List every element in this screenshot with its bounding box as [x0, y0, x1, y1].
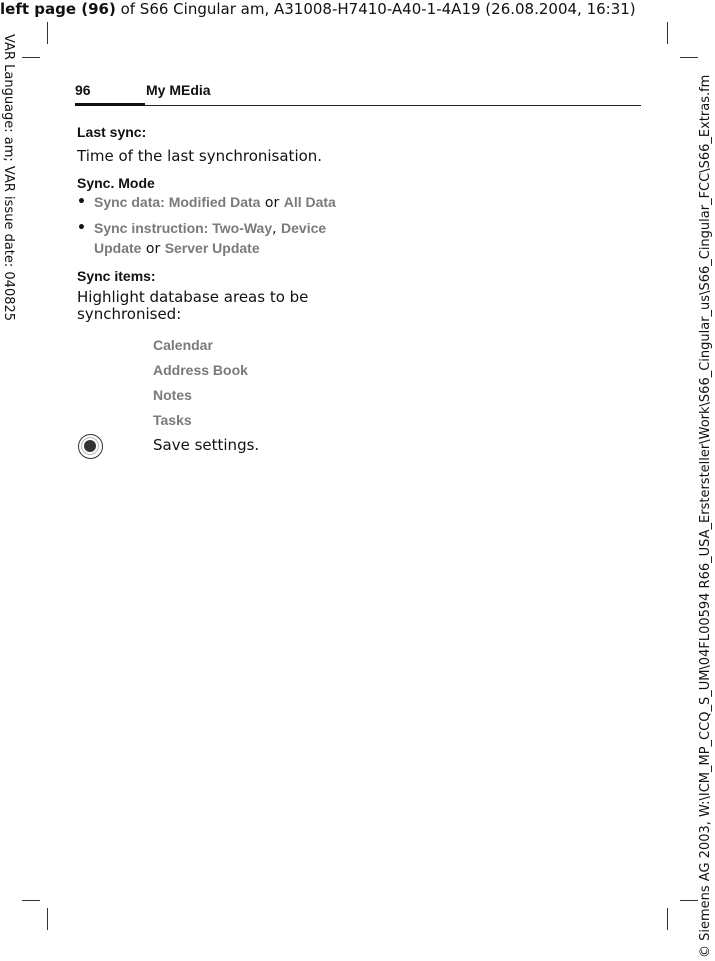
- running-head: [75, 80, 641, 108]
- comma-text: ,: [272, 221, 282, 237]
- joystick-center-icon: [78, 434, 103, 459]
- sync-items-text-1: Highlight database areas to be: [77, 288, 309, 306]
- margin-left-text: VAR Language: am; VAR issue date: 040825: [1, 34, 16, 322]
- item-notes: Notes: [153, 387, 192, 403]
- menu-sync-data: Sync data: Modified Data: [94, 194, 261, 210]
- page-number: 96: [75, 82, 91, 98]
- print-header-page: left page (96): [0, 0, 116, 18]
- menu-all-data: All Data: [283, 194, 336, 210]
- or-text: or: [260, 195, 284, 211]
- header-rule-accent: [75, 103, 145, 106]
- margin-left-note: [0, 30, 16, 650]
- crop-mark: [667, 22, 668, 44]
- item-calendar: Calendar: [153, 337, 213, 353]
- sync-items-text-2: synchronised:: [77, 305, 182, 323]
- last-sync-heading: Last sync:: [77, 124, 147, 140]
- sync-items-heading: Sync items:: [77, 268, 156, 284]
- header-rule: [75, 105, 641, 106]
- page-content: [77, 122, 377, 324]
- crop-mark: [22, 900, 40, 901]
- crop-mark: [680, 57, 698, 58]
- crop-mark: [47, 908, 48, 930]
- last-sync-text: Time of the last synchronisation.: [77, 147, 323, 165]
- sync-mode-bullet-1: [77, 193, 377, 213]
- menu-sync-instruction: Sync instruction: Two-Way: [94, 220, 273, 236]
- menu-update: Update: [94, 240, 142, 256]
- save-settings-text: Save settings.: [153, 436, 260, 454]
- item-address-book: Address Book: [153, 362, 248, 378]
- sync-mode-heading: Sync. Mode: [77, 175, 155, 191]
- chapter-title: My MEdia: [146, 82, 211, 98]
- menu-server-update: Server Update: [164, 240, 260, 256]
- crop-mark: [667, 908, 668, 930]
- menu-device: Device: [281, 220, 327, 236]
- margin-right-text: © Siemens AG 2003, W:\ICM_MP_CCQ_S_UM\04FL00594 R66_USA_Erstersteller\Work\S66_Cingular_us\S66_Cingular_FCC\S66_Extras.fm: [698, 74, 713, 958]
- item-tasks: Tasks: [153, 412, 192, 428]
- or-text-2: or: [141, 241, 165, 257]
- crop-mark: [47, 22, 48, 44]
- crop-mark: [22, 57, 40, 58]
- save-settings-row: [77, 433, 377, 459]
- margin-right-note: [695, 74, 715, 960]
- sync-items-list: [153, 337, 248, 437]
- print-header: [0, 0, 715, 18]
- sync-mode-bullet-2: [77, 219, 377, 259]
- print-header-info: of S66 Cingular am, A31008-H7410-A40-1-4A19 (26.08.2004, 16:31): [115, 0, 636, 18]
